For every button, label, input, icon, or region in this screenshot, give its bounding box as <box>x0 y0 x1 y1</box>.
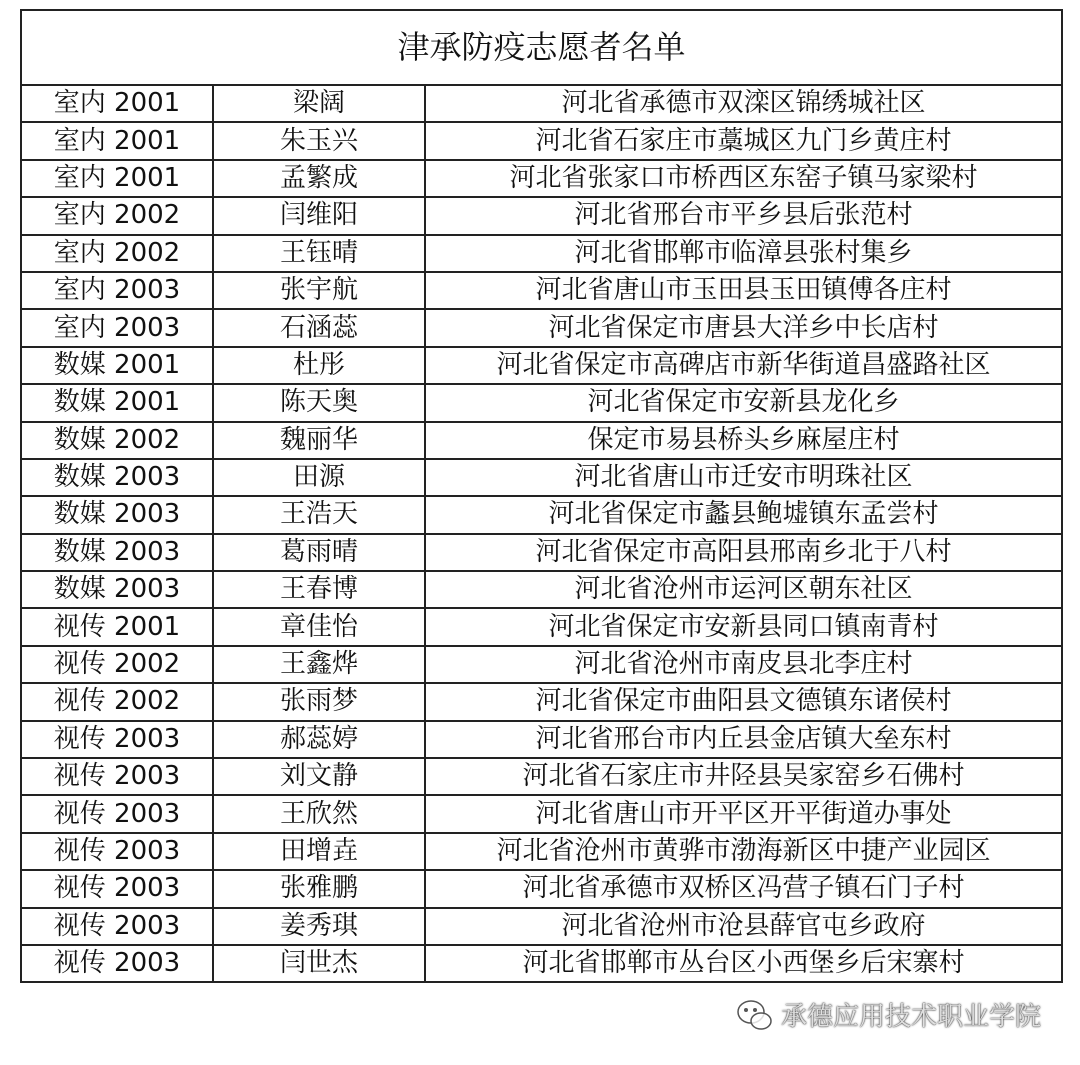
table-row <box>21 608 1062 645</box>
table-row <box>21 309 1062 346</box>
name-cell: 张雨梦 <box>213 683 425 720</box>
volunteer-table <box>20 9 1063 983</box>
class-cell: 数媒 2003 <box>21 534 213 571</box>
address-cell: 河北省保定市高碑店市新华街道昌盛路社区 <box>425 347 1062 384</box>
address-cell: 河北省沧州市运河区朝东社区 <box>425 571 1062 608</box>
address-cell: 河北省保定市安新县龙化乡 <box>425 384 1062 421</box>
name-cell: 王钰晴 <box>213 235 425 272</box>
name-cell: 魏丽华 <box>213 422 425 459</box>
class-cell: 数媒 2002 <box>21 422 213 459</box>
name-cell: 王春博 <box>213 571 425 608</box>
address-cell: 河北省唐山市玉田县玉田镇傅各庄村 <box>425 272 1062 309</box>
address-cell: 保定市易县桥头乡麻屋庄村 <box>425 422 1062 459</box>
class-cell: 视传 2003 <box>21 870 213 907</box>
name-cell: 王鑫烨 <box>213 646 425 683</box>
address-cell: 河北省邯郸市临漳县张村集乡 <box>425 235 1062 272</box>
address-cell: 河北省保定市唐县大洋乡中长店村 <box>425 309 1062 346</box>
table-row <box>21 272 1062 309</box>
address-cell: 河北省唐山市开平区开平街道办事处 <box>425 795 1062 832</box>
address-cell: 河北省保定市安新县同口镇南青村 <box>425 608 1062 645</box>
title-row <box>21 10 1062 85</box>
name-cell: 闫世杰 <box>213 945 425 982</box>
name-cell: 田源 <box>213 459 425 496</box>
table-row <box>21 833 1062 870</box>
class-cell: 数媒 2003 <box>21 459 213 496</box>
class-cell: 室内 2001 <box>21 122 213 159</box>
table-row <box>21 459 1062 496</box>
name-cell: 张宇航 <box>213 272 425 309</box>
class-cell: 室内 2003 <box>21 309 213 346</box>
wechat-icon <box>735 997 775 1033</box>
table-row <box>21 160 1062 197</box>
table-row <box>21 795 1062 832</box>
table-row <box>21 908 1062 945</box>
class-cell: 视传 2003 <box>21 795 213 832</box>
name-cell: 章佳怡 <box>213 608 425 645</box>
class-cell: 视传 2003 <box>21 945 213 982</box>
table-row <box>21 384 1062 421</box>
table-row <box>21 197 1062 234</box>
class-cell: 视传 2003 <box>21 721 213 758</box>
table-row <box>21 85 1062 122</box>
name-cell: 石涵蕊 <box>213 309 425 346</box>
name-cell: 王欣然 <box>213 795 425 832</box>
address-cell: 河北省保定市高阳县邢南乡北于八村 <box>425 534 1062 571</box>
class-cell: 数媒 2003 <box>21 571 213 608</box>
address-cell: 河北省唐山市迁安市明珠社区 <box>425 459 1062 496</box>
class-cell: 室内 2001 <box>21 160 213 197</box>
class-cell: 视传 2002 <box>21 646 213 683</box>
class-cell: 数媒 2003 <box>21 496 213 533</box>
class-cell: 视传 2003 <box>21 758 213 795</box>
name-cell: 闫维阳 <box>213 197 425 234</box>
name-cell: 田增垚 <box>213 833 425 870</box>
name-cell: 张雅鹏 <box>213 870 425 907</box>
table-title: 津承防疫志愿者名单 <box>21 10 1062 85</box>
watermark-text: 承德应用技术职业学院 <box>781 1002 1042 1032</box>
watermark <box>735 996 1041 1033</box>
table-row <box>21 571 1062 608</box>
address-cell: 河北省石家庄市藁城区九门乡黄庄村 <box>425 122 1062 159</box>
table-row <box>21 646 1062 683</box>
class-cell: 视传 2002 <box>21 683 213 720</box>
table-row <box>21 422 1062 459</box>
name-cell: 陈天奥 <box>213 384 425 421</box>
name-cell: 姜秀琪 <box>213 908 425 945</box>
class-cell: 数媒 2001 <box>21 384 213 421</box>
address-cell: 河北省石家庄市井陉县吴家窑乡石佛村 <box>425 758 1062 795</box>
address-cell: 河北省保定市曲阳县文德镇东诸侯村 <box>425 683 1062 720</box>
table-row <box>21 235 1062 272</box>
class-cell: 视传 2003 <box>21 908 213 945</box>
table-row <box>21 945 1062 982</box>
table-row <box>21 347 1062 384</box>
address-cell: 河北省保定市蠡县鲍墟镇东孟尝村 <box>425 496 1062 533</box>
class-cell: 室内 2003 <box>21 272 213 309</box>
address-cell: 河北省承德市双桥区冯营子镇石门子村 <box>425 870 1062 907</box>
class-cell: 视传 2003 <box>21 833 213 870</box>
class-cell: 室内 2001 <box>21 85 213 122</box>
name-cell: 葛雨晴 <box>213 534 425 571</box>
address-cell: 河北省邢台市平乡县后张范村 <box>425 197 1062 234</box>
table-row <box>21 870 1062 907</box>
table-row <box>21 758 1062 795</box>
class-cell: 室内 2002 <box>21 235 213 272</box>
address-cell: 河北省沧州市黄骅市渤海新区中捷产业园区 <box>425 833 1062 870</box>
name-cell: 刘文静 <box>213 758 425 795</box>
table-row <box>21 683 1062 720</box>
name-cell: 朱玉兴 <box>213 122 425 159</box>
class-cell: 室内 2002 <box>21 197 213 234</box>
address-cell: 河北省沧州市沧县薛官屯乡政府 <box>425 908 1062 945</box>
name-cell: 王浩天 <box>213 496 425 533</box>
address-cell: 河北省邯郸市丛台区小西堡乡后宋寨村 <box>425 945 1062 982</box>
table-row <box>21 122 1062 159</box>
name-cell: 梁阔 <box>213 85 425 122</box>
table-row <box>21 534 1062 571</box>
table-row <box>21 721 1062 758</box>
class-cell: 数媒 2001 <box>21 347 213 384</box>
class-cell: 视传 2001 <box>21 608 213 645</box>
name-cell: 孟繁成 <box>213 160 425 197</box>
address-cell: 河北省张家口市桥西区东窑子镇马家梁村 <box>425 160 1062 197</box>
address-cell: 河北省沧州市南皮县北李庄村 <box>425 646 1062 683</box>
address-cell: 河北省邢台市内丘县金店镇大垒东村 <box>425 721 1062 758</box>
name-cell: 杜彤 <box>213 347 425 384</box>
table-row <box>21 496 1062 533</box>
name-cell: 郝蕊婷 <box>213 721 425 758</box>
address-cell: 河北省承德市双滦区锦绣城社区 <box>425 85 1062 122</box>
